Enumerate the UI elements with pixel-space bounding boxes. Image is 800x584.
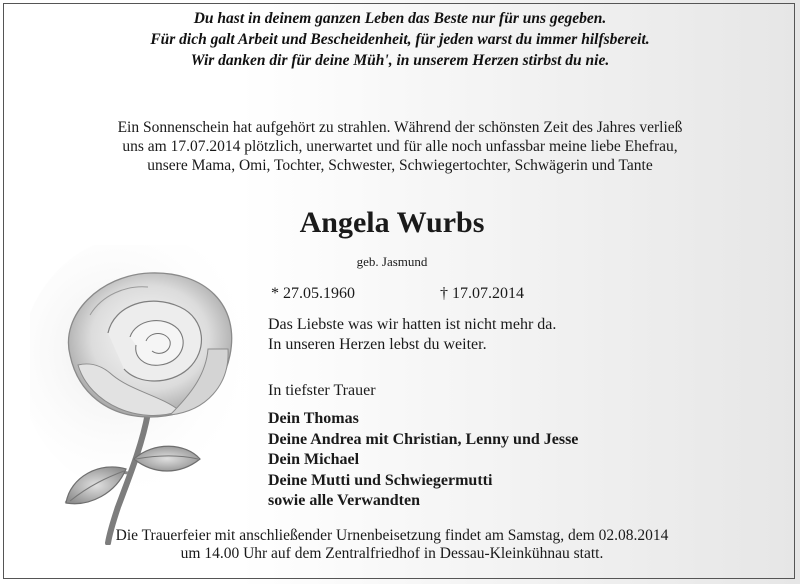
mourning-label: In tiefster Trauer [268,382,376,399]
verse-line: Du hast in deinem ganzen Leben das Beste nur für uns gegeben. [193,10,607,27]
deceased-name: Angela Wurbs [299,206,485,239]
family-member: sowie alle Verwandten [268,492,420,509]
funeral-line: Die Trauerfeier mit anschließender Urnenbeisetzung findet am Samstag, dem 02.08.2014 [115,527,669,544]
maiden-name: geb. Jasmund [356,254,428,269]
family-member: Deine Andrea mit Christian, Lenny und Jesse [268,430,579,448]
memorial-quote [268,315,748,355]
quote-line: Das Liebste was wir hatten ist nicht mehr da. [268,316,557,333]
verse-line: Für dich galt Arbeit und Bescheidenheit, für jeden warst du immer hilfsbereit. [150,31,650,48]
funeral-details [0,527,784,563]
announcement-line: Ein Sonnenschein hat aufgehört zu strahlen. Während der schönsten Zeit des Jahres verließ [117,119,683,136]
family-signatures [268,409,748,512]
family-member: Dein Michael [268,451,360,468]
funeral-line: um 14.00 Uhr auf dem Zentralfriedhof in Dessau-Kleinkühnau statt. [180,545,604,562]
verse-line: Wir danken dir für deine Müh', in unserem Herzen stirbst du nie. [190,52,610,69]
family-member: Deine Mutti und Schwiegermutti [268,471,493,489]
announcement-line: unsere Mama, Omi, Tochter, Schwester, Schwiegertochter, Schwägerin und Tante [147,157,653,174]
birth-date: * 27.05.1960 [271,285,355,302]
rose-icon [30,245,270,545]
quote-line: In unseren Herzen lebst du weiter. [268,336,487,353]
family-member: Dein Thomas [268,410,359,427]
announcement-line: uns am 17.07.2014 plötzlich, unerwartet und für alle noch unfassbar meine liebe Ehefrau, [122,138,678,155]
memorial-verse [0,8,800,71]
death-date: † 17.07.2014 [440,285,524,302]
announcement-text [0,118,800,175]
